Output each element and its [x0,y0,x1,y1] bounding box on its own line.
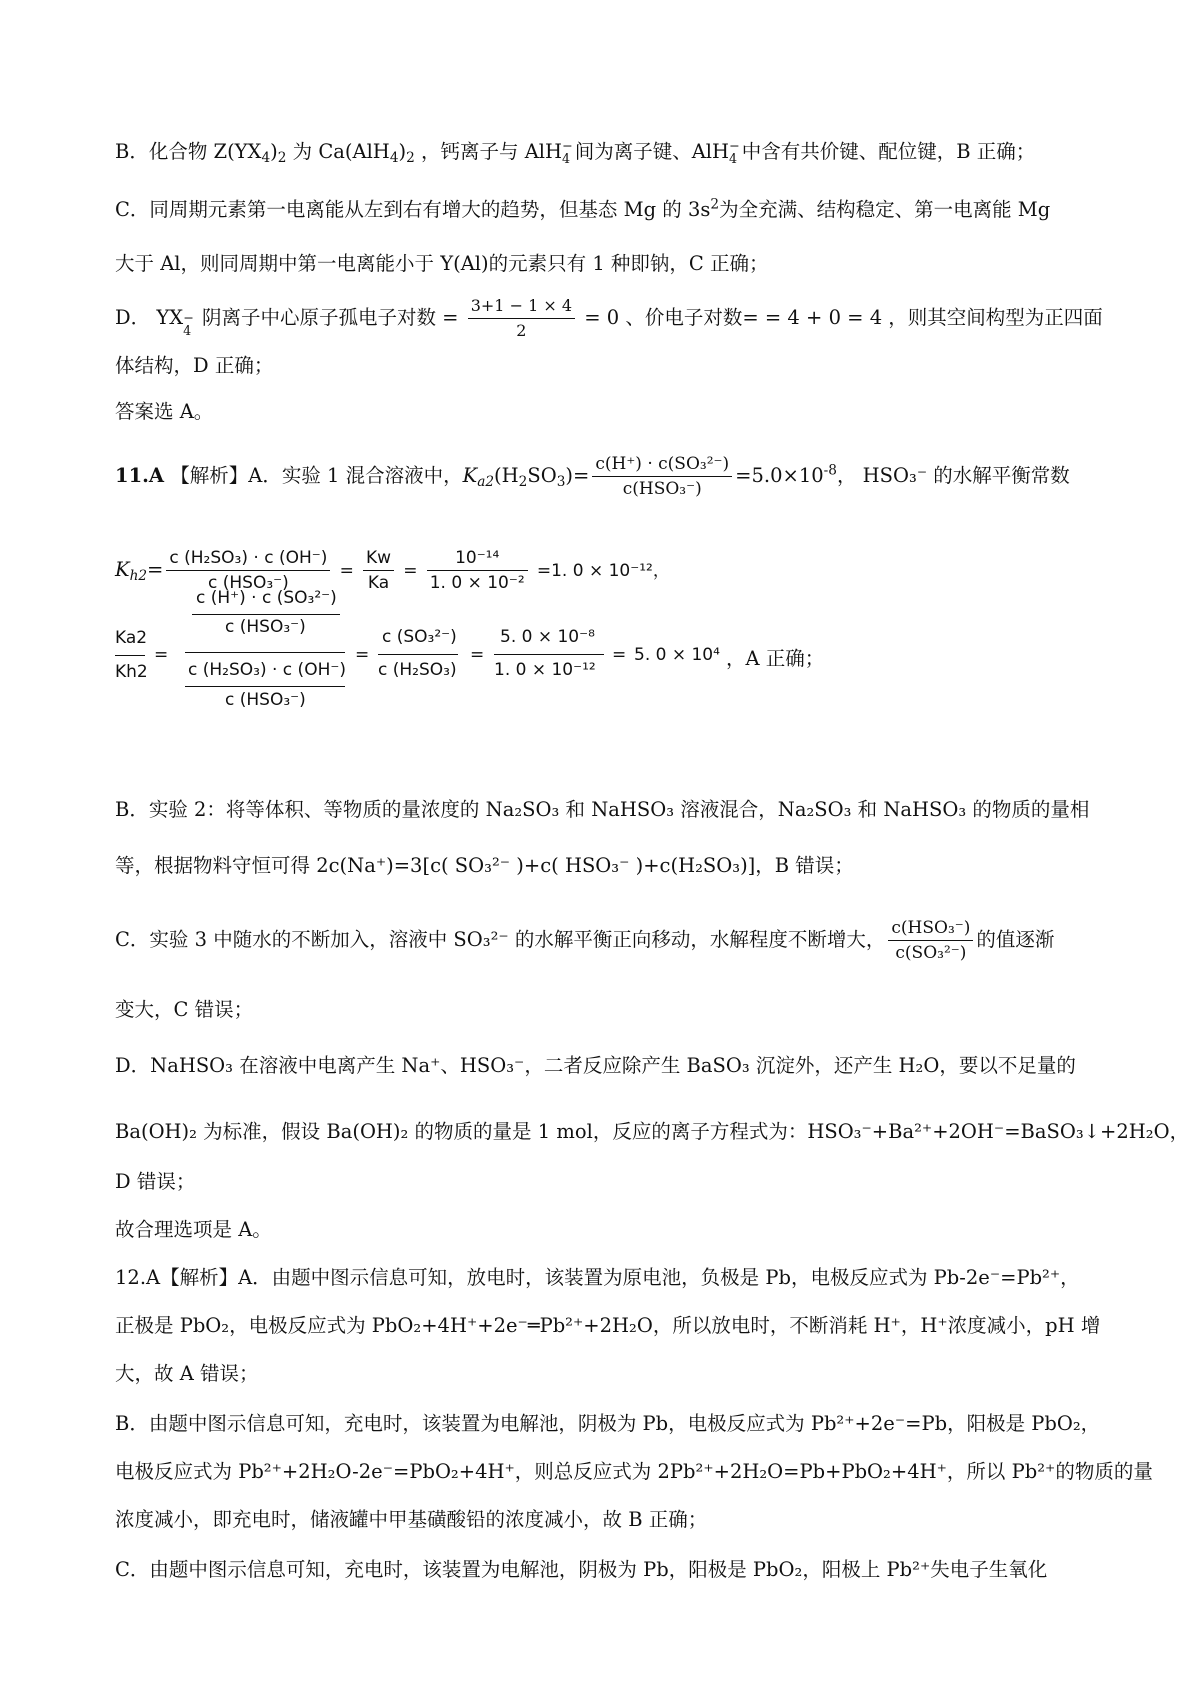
fraction-denominator: c (HSO₃⁻) [207,573,289,593]
ka2-fraction [592,454,732,499]
fraction-denominator: c(SO₃²⁻) [895,943,967,963]
text: 正极是 PbO₂，电极反应式为 PbO₂+4H⁺+2e⁻═Pb²⁺+2H₂O，所以放电时，不断消耗 H⁺，H⁺浓度减小，pH 增 [115,1314,1101,1337]
question-number: 11.A [115,464,165,487]
text: 电极反应式为 Pb²⁺+2H₂O-2e⁻=PbO₂+4H⁺，则总反应式为 2Pb²⁺+2H₂O=Pb+PbO₂+4H⁺，所以 Pb²⁺的物质的量 [115,1460,1153,1483]
text: 大于 Al，则同周期中第一电离能小于 Y(Al)的元素只有 1 种即钠，C 正确； [115,252,769,275]
text: 为全充满、结构稳定、第一电离能 Mg [719,198,1051,221]
exponent: -8 [823,462,837,479]
text: 体结构，D 正确； [115,354,274,377]
fraction-numerator: 3+1 − 1 × 4 [468,296,575,319]
text: 变大，C 错误； [115,998,254,1021]
fraction-denominator: 2 [516,321,527,340]
ratio-mid-den: c (H₂SO₃) [378,660,457,680]
text: 12.A【解析】A．由题中图示信息可知，放电时，该装置为原电池，负极是 Pb，电极反应式为 Pb-2e⁻=Pb²⁺， [115,1266,1080,1289]
text: 大，故 A 错误； [115,1362,259,1385]
text: 为 Ca(AlH [292,140,390,163]
q10-option-d-line2 [115,352,1110,380]
text: =5.0×10 [735,464,824,487]
q11-option-d-line3 [115,1168,1110,1196]
kh2-fraction-2 [427,548,528,593]
kw-ka-fraction [363,548,394,593]
ratio-num-1: c (H⁺) · c (SO₃²⁻) [196,588,337,608]
text: 的值逐渐 [976,928,1055,951]
ratio-den-2: c (HSO₃⁻) [225,690,306,710]
q10-option-b: B．化合物 $Z(YX_4)_2$ 为 $Ca(AlH_4)_2$ ，钙离子与 AlH − 4 间为离子键、AlH − 4 中含有共价键、配位键，B 正确； [115,137,1036,167]
q12-option-b-line1 [115,1410,1110,1438]
q11-option-d-line2 [115,1118,1190,1146]
ratio-result: 5. 0 × 10⁴ [634,645,720,665]
text: =1. 0 × 10⁻¹²， [536,561,670,581]
text: 间为离子键、AlH [574,140,730,163]
text: 答案选 A。 [115,400,214,423]
document-page: B．化合物 $Z(YX_4)_2$ 为 $Ca(AlH_4)_2$ ，钙离子与 AlH − 4 间为离子键、AlH − 4 中含有共价键、配位键，B 正确； C．同周期元素第一电离能从左到右有增大的趋势，但基态 Mg 的 $3s^2$为全充满、结构稳定、第一电离能 Mg 大于 Al，则同周期中第一电离能小于 Y(Al)的元素只有 1 种即钠，C 正确； D． YX − 4 阴离子中心原子孤电子对数 = $\frac{3+1 - 1 \times 4}{2}$ = 0 、价电子对数= = 4 + 0 = 4 ，则其空间构型为正四面 体结构，D 正确； 答案选 A。 11.A 【解析】A．实验 1 混合溶液中，$K_{a2}(H_2SO_3)=$ $\frac{\text{c(H⁺) · c(SO₃²⁻)}}{\text{c(HSO₃⁻)}}$ $=5.0\times 10^{-8}$， HSO₃⁻ 的水解平衡常数 $K_{h2}=$ $\frac{\text{c (H₂SO₃) · c (OH⁻)}}{\text{c (HSO₃⁻)}}$ = $\frac{Kw}{Ka}$ = $\frac{\text{10⁻¹⁴}}{\text{1. 0 × 10⁻²}}$ =1. 0 × 10⁻¹²， Ka2 Kh2 = c (H⁺) · c (SO₃²⁻) c (HSO₃⁻) c (H₂SO₃) · c (OH⁻) c (HSO₃⁻) = c (SO₃²⁻) c (H₂SO₃) = 5. 0 × 10⁻⁸ 1. 0 × 10⁻¹² = 5. 0 × 10⁴ ，A 正确； B．实验 2：将等体积、等物质的量浓度的 Na₂SO₃ 和 NaHSO₃ 溶液混合，Na₂SO₃ 和 NaHSO₃ 的物质的量相 等，根据物料守恒可得 2c(Na⁺)=3[c( SO₃²⁻ )+c( HSO₃⁻ )+c(H₂SO₃)]，B 错误； C．实验 3 中随水的不断加入，溶液中 SO₃²⁻ 的水解平衡正向移动，水解程度不断增大， $\frac{\text{c(HSO₃⁻)}}{\text{c(SO₃²⁻)}}$ 的值逐渐 变大，C 错误； D．NaHSO₃ 在溶液中电离产生 Na⁺、HSO₃⁻，二者反应除产生 BaSO₃ 沉淀外，还产生 H₂O，要以不足量的 Ba(OH)₂ 为标准，假设 Ba(OH)₂ 的物质的量是 1 mol，反应的离子方程式为：HSO₃⁻+Ba²⁺+2OH⁻=BaSO₃↓+2H₂O， D 错误； 故合理选项是 A。 12.A【解析】A．由题中图示信息可知，放电时，该装置为原电池，负极是 Pb，电极反应式为 Pb-2e⁻=Pb²⁺， 正极是 PbO₂，电极反应式为 PbO₂+4H⁺+2e⁻═Pb²⁺+2H₂O，所以放电时，不断消耗 H⁺，H⁺浓度减小，pH 增 大，故 A 错误； B．由题中图示信息可知，充电时，该装置为电解池，阴极为 Pb，电极反应式为 Pb²⁺+2e⁻=Pb，阳极是 PbO₂， 电极反应式为 Pb²⁺+2H₂O-2e⁻=PbO₂+4H⁺，则总反应式为 2Pb²⁺+2H₂O=Pb+PbO₂+4H⁺，所以 Pb²⁺的物质的量 浓度减小，即充电时，储液罐中甲基磺酸铅的浓度减小，故 B 正确； C．由题中图示信息可知，充电时，该装置为电解池，阴极为 Pb，阳极是 PbO₂，阳极上 Pb²⁺失电子生氧化 [0,0,1200,1698]
text: 故合理选项是 A。 [115,1218,272,1241]
kh2-label: Kh2 [115,662,148,682]
kh2-fraction-1 [166,548,330,593]
text: = 0 、价电子对数= = 4 + 0 = 4 ，则其空间构型为正四面 [584,306,1103,329]
fraction-denominator: 1. 0 × 10⁻² [429,573,525,593]
q12-line2 [115,1312,1110,1340]
text: D． YX [115,306,184,329]
text: ， HSO₃⁻ 的水解平衡常数 [836,464,1070,487]
text: Ba(OH)₂ 为标准，假设 Ba(OH)₂ 的物质的量是 1 mol，反应的离子方程式为：HSO₃⁻+Ba²⁺+2OH⁻=BaSO₃↓+2H₂O， [115,1120,1190,1143]
q11-option-c-line2 [115,996,1110,1024]
text: 等，根据物料守恒可得 2c(Na⁺)=3[c( SO₃²⁻ )+c( HSO₃⁻ )+c(H₂SO₃)]，B 错误； [115,854,854,877]
text: C．同周期元素第一电离能从左到右有增大的趋势，但基态 Mg 的 3s [115,198,711,221]
text: B．由题中图示信息可知，充电时，该装置为电解池，阴极为 Pb，电极反应式为 Pb²⁺+2e⁻=Pb，阳极是 PbO₂， [115,1412,1101,1435]
fraction-denominator: c(HSO₃⁻) [622,479,702,499]
text: 浓度减小，即充电时，储液罐中甲基磺酸铅的浓度减小，故 B 正确； [115,1508,708,1531]
text: 【解析】A．实验 1 混合溶液中， [170,464,463,487]
ratio-den-1: c (HSO₃⁻) [225,617,306,637]
q12-line1 [115,1264,1110,1292]
q10-option-c-line1: C．同周期元素第一电离能从左到右有增大的趋势，但基态 Mg 的 $3s^2$为全充满、结构稳定、第一电离能 Mg [115,196,1051,221]
fraction-denominator: Ka [367,573,390,593]
fraction-numerator: 10⁻¹⁴ [427,548,528,571]
hso3-so3-fraction [888,918,973,963]
text: ，钙离子与 AlH [421,140,563,163]
q12-line3 [115,1360,1110,1388]
q11-option-c-line1 [115,918,1110,963]
text: 阴离子中心原子孤电子对数 = [201,306,459,329]
text: B．化合物 Z(YX [115,140,262,163]
ratio-right-den: 1. 0 × 10⁻¹² [494,660,596,680]
fraction-numerator: c(HSO₃⁻) [888,918,973,941]
text: 中含有共价键、配位键，B 正确； [741,140,1036,163]
q10-option-c-line2 [115,250,1110,278]
fraction-numerator: c(H⁺) · c(SO₃²⁻) [592,454,732,477]
fraction-numerator: c (H₂SO₃) · c (OH⁻) [166,548,330,571]
ratio-num-2: c (H₂SO₃) · c (OH⁻) [188,660,346,680]
ka2-label: Ka2 [115,628,148,648]
text: ，A 正确； [726,647,825,670]
q12-option-b-line3 [115,1506,1110,1534]
q12-option-b-line2 [115,1458,1153,1486]
q11-option-b-line2 [115,852,1110,880]
text: C．由题中图示信息可知，充电时，该装置为电解池，阴极为 Pb，阳极是 PbO₂，阳极上 Pb²⁺失电子生氧化 [115,1558,1048,1581]
q10-answer [115,398,1110,426]
q11-option-b-line1 [115,796,1110,824]
q12-option-c-line1 [115,1556,1110,1584]
q11-answer [115,1216,1110,1244]
kh2-line: $K_{h2}=$ $\frac{\text{c (H₂SO₃) · c (OH⁻)}}{\text{c (HSO₃⁻)}}$ = $\frac{Kw}{Ka}$ = $\frac{\text{10⁻¹⁴}}{\text{1. 0 × 10⁻²}}$ =1. 0 × 10⁻¹²， [115,548,670,593]
text: D 错误； [115,1170,196,1193]
text: B．实验 2：将等体积、等物质的量浓度的 Na₂SO₃ 和 NaHSO₃ 溶液混合，Na₂SO₃ 和 NaHSO₃ 的物质的量相 [115,798,1090,821]
lone-pair-fraction [468,296,575,341]
text: D．NaHSO₃ 在溶液中电离产生 Na⁺、HSO₃⁻，二者反应除产生 BaSO₃ 沉淀外，还产生 H₂O，要以不足量的 [115,1054,1076,1077]
ratio-mid-num: c (SO₃²⁻) [382,627,457,647]
ratio-right-num: 5. 0 × 10⁻⁸ [500,627,595,647]
q11-option-d-line1 [115,1052,1110,1080]
q10-option-d-line1: D． YX − 4 阴离子中心原子孤电子对数 = $\frac{3+1 - 1 \times 4}{2}$ = 0 、价电子对数= = 4 + 0 = 4 ，则其空间构型为正四面 [115,296,1103,340]
fraction-numerator: Kw [363,548,394,571]
text: C．实验 3 中随水的不断加入，溶液中 SO₃²⁻ 的水解平衡正向移动，水解程度不断增大， [115,928,886,951]
q11-analysis-a: 11.A 【解析】A．实验 1 混合溶液中，$K_{a2}(H_2SO_3)=$ $\frac{\text{c(H⁺) · c(SO₃²⁻)}}{\text{c(HSO₃⁻)}}$ $=5.0\times 10^{-8}$， HSO₃⁻ 的水解平衡常数 [115,454,1070,499]
text: = [147,558,164,581]
